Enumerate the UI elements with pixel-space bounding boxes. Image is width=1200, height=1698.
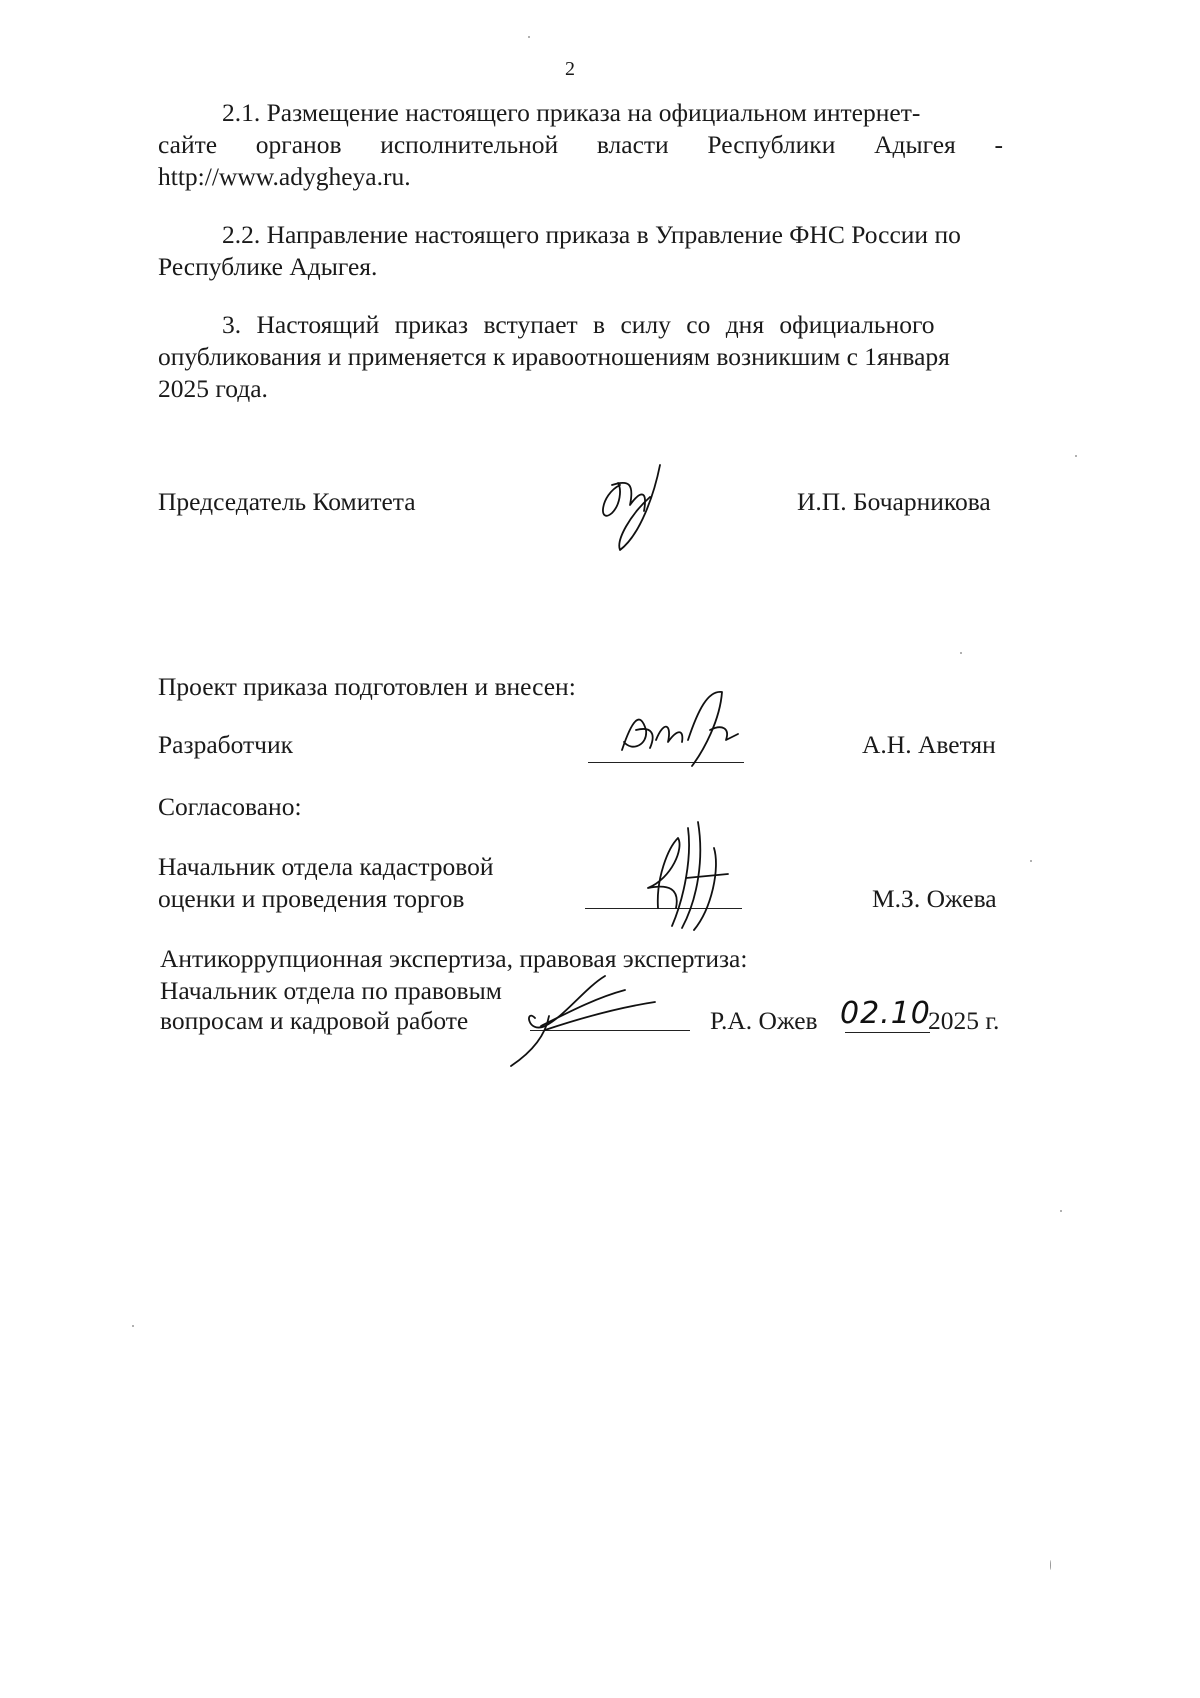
word: - bbox=[994, 130, 1003, 159]
scan-speck bbox=[132, 1325, 134, 1327]
clause-2-2-line-1: 2.2. Направление настоящего приказа в Управление ФНС России по bbox=[222, 220, 961, 249]
clause-2-1-line-3: http://www.adygheya.ru. bbox=[158, 162, 411, 191]
scan-speck bbox=[1050, 1560, 1051, 1570]
expertise-name: Р.А. Ожев bbox=[710, 1006, 818, 1035]
scan-speck bbox=[960, 652, 962, 654]
scan-speck bbox=[1075, 455, 1077, 457]
chairman-name: И.П. Бочарникова bbox=[797, 487, 991, 516]
clause-2-1-line-2 bbox=[158, 128, 1003, 162]
page-number: 2 bbox=[565, 58, 575, 80]
agreed-name: М.З. Ожева bbox=[872, 884, 997, 913]
chairman-signature bbox=[590, 455, 690, 555]
expertise-date-handwritten: 02.10 bbox=[840, 996, 931, 1031]
scan-speck bbox=[1030, 860, 1032, 862]
expertise-role-line-1: Начальник отдела по правовым bbox=[160, 976, 502, 1005]
prepared-heading: Проект приказа подготовлен и внесен: bbox=[158, 672, 576, 701]
expertise-year: 2025 г. bbox=[928, 1006, 1000, 1035]
developer-role: Разработчик bbox=[158, 730, 294, 759]
agreed-heading: Согласовано: bbox=[158, 792, 302, 821]
scan-speck bbox=[528, 36, 530, 38]
word: власти bbox=[596, 130, 669, 159]
word: органов bbox=[255, 130, 342, 159]
expertise-signature bbox=[505, 968, 665, 1068]
clause-2-2-line-2: Республике Адыгея. bbox=[158, 252, 378, 281]
word: исполнительной bbox=[380, 130, 559, 159]
scan-speck bbox=[1060, 1210, 1062, 1212]
expertise-role-line-2: вопросам и кадровой работе bbox=[160, 1006, 469, 1035]
developer-signature bbox=[612, 690, 752, 770]
clause-2-1-line-1: 2.1. Размещение настоящего приказа на официальном интернет- bbox=[222, 98, 921, 127]
agreed-signature bbox=[628, 818, 738, 933]
word: Адыгея bbox=[874, 130, 956, 159]
clause-3-line-3: 2025 года. bbox=[158, 374, 268, 403]
date-line bbox=[845, 1032, 930, 1033]
expertise-heading: Антикоррупционная экспертиза, правовая экспертиза: bbox=[160, 944, 748, 973]
developer-name: А.Н. Аветян bbox=[862, 730, 996, 759]
chairman-position: Председатель Комитета bbox=[158, 487, 416, 516]
agreed-role-line-1: Начальник отдела кадастровой bbox=[158, 852, 494, 881]
word: сайте bbox=[158, 130, 218, 159]
word: Республики bbox=[707, 130, 836, 159]
clause-3-line-2: опубликования и применяется к иравоотношениям возникшим с 1января bbox=[158, 342, 950, 371]
clause-3-line-1: 3. Настоящий приказ вступает в силу со дня официального bbox=[222, 310, 935, 339]
agreed-role-line-2: оценки и проведения торгов bbox=[158, 884, 465, 913]
